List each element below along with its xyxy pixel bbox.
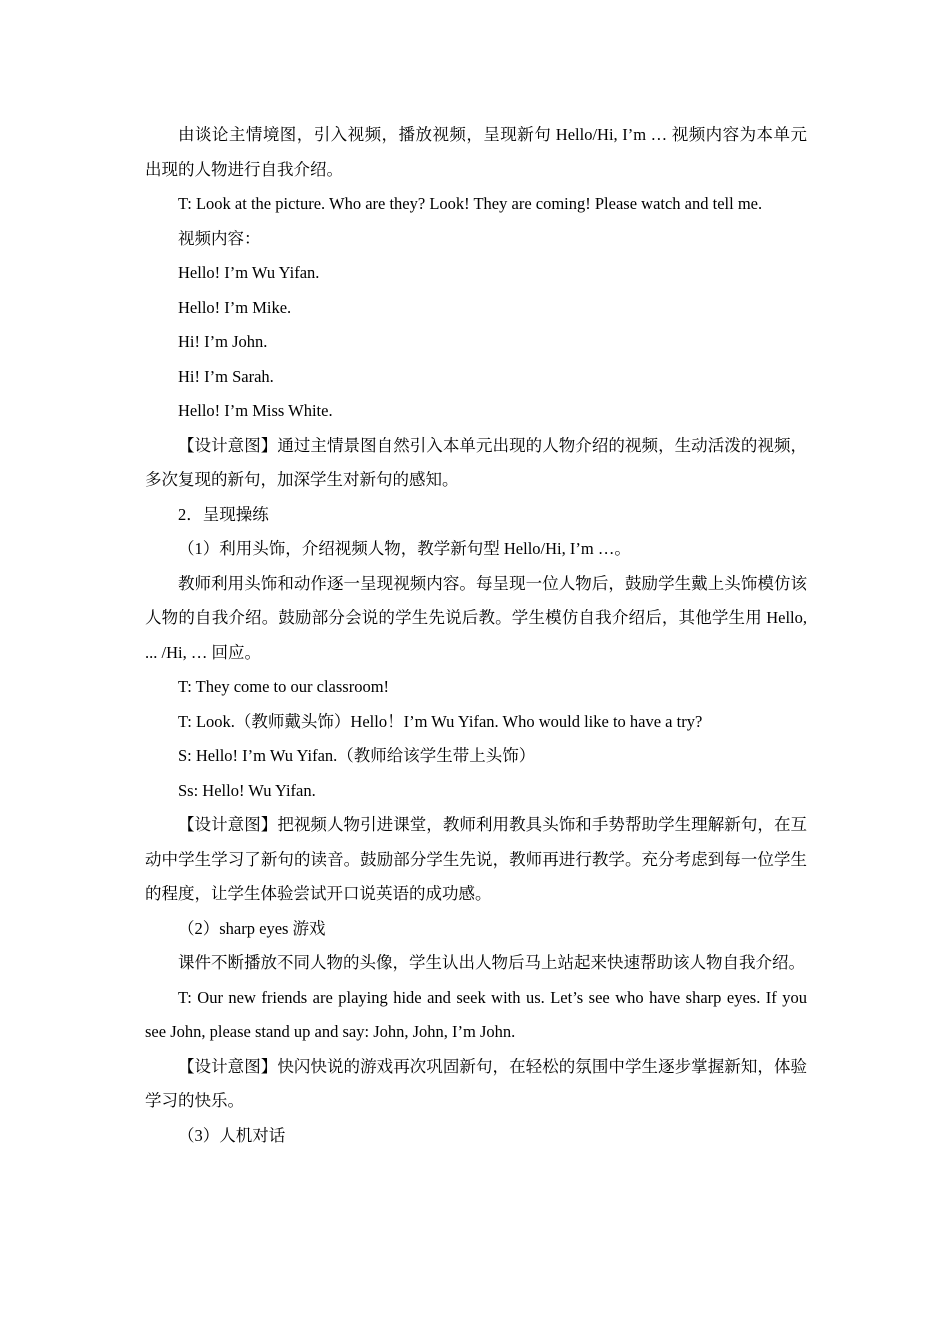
dialogue-line: Hi! I’m John. [178,332,268,351]
paragraph-teacher-prompt: T: Look at the picture. Who are they? Look! They are coming! Please watch and tell me. [178,194,763,213]
dialogue-line: Hello! I’m Miss White. [178,401,333,420]
subsection-heading: （1）利用头饰，介绍视频人物，教学新句型 Hello/Hi, I’m …。 [178,539,631,558]
paragraph-headwear-activity: 教师利用头饰和动作逐一呈现视频内容。每呈现一位人物后，鼓励学生戴上头饰模仿该人物的自我介绍。鼓励部分会说的学生先说后教。学生模仿自我介绍后，其他学生用 Hello, ... /Hi, … 回应。 [145,573,807,662]
subsection-heading: （2）sharp eyes 游戏 [178,918,326,938]
design-intent-paragraph: 【设计意图】把视频人物引进课堂，教师利用教具头饰和手势帮助学生理解新句，在互动中学生学习了新句的读音。鼓励部分学生先说，教师再进行教学。充分考虑到每一位学生的程度，让学生体验尝试开口说英语的成功感。 [145,815,807,903]
paragraph-game-description: 课件不断播放不同人物的头像，学生认出人物后马上站起来快速帮助该人物自我介绍。 [178,953,805,972]
paragraph-teacher-game-prompt: T: Our new friends are playing hide and seek with us. Let’s see who have sharp eyes. If you see John, please stand up and say: John, John, I’m John. [145,987,807,1041]
dialogue-line: S: Hello! I’m Wu Yifan.（教师给该学生带上头饰） [178,746,536,765]
design-intent-paragraph: 【设计意图】通过主情景图自然引入本单元出现的人物介绍的视频，生动活泼的视频，多次复现的新句，加深学生对新句的感知。 [145,435,807,489]
subsection-heading: （3）人机对话 [178,1125,286,1145]
dialogue-line: Ss: Hello! Wu Yifan. [178,780,316,800]
dialogue-line: T: Look.（教师戴头饰）Hello！I’m Wu Yifan. Who would like to have a try? [178,711,703,731]
design-intent-paragraph: 【设计意图】快闪快说的游戏再次巩固新句，在轻松的氛围中学生逐步掌握新知，体验学习的快乐。 [145,1056,807,1110]
dialogue-line: Hi! I’m Sarah. [178,366,274,386]
dialogue-line: T: They come to our classroom! [178,677,390,696]
dialogue-line: Hello! I’m Wu Yifan. [178,263,320,282]
document-body [145,118,807,1153]
paragraph-intro: 由谈论主情境图，引入视频，播放视频，呈现新句 Hello/Hi, I’m … 视频内容为本单元出现的人物进行自我介绍。 [145,125,807,179]
dialogue-line: Hello! I’m Mike. [178,297,292,317]
paragraph-video-heading: 视频内容： [178,228,261,248]
section-heading: 2．呈现操练 [178,504,269,524]
